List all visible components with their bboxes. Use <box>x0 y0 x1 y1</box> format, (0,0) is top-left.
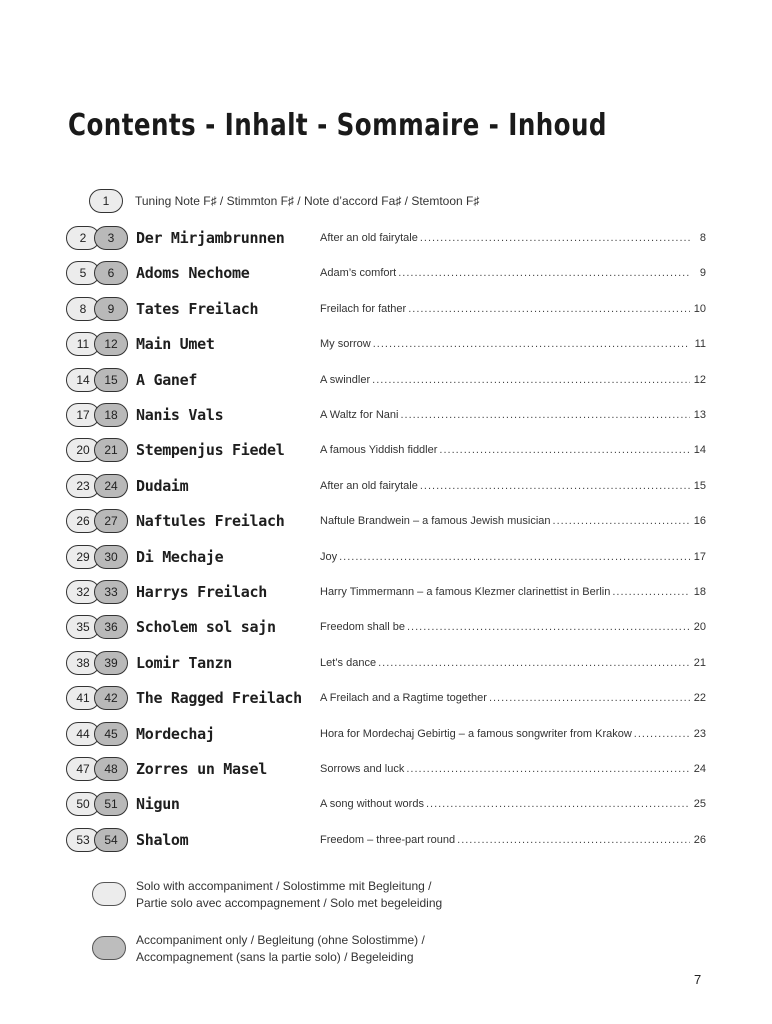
page-ref: 14 <box>693 444 706 456</box>
song-title: Nigun <box>136 795 180 813</box>
track-badges <box>66 474 128 498</box>
leader-dots <box>378 657 690 669</box>
toc-entry <box>66 756 706 782</box>
toc-entry <box>66 331 706 357</box>
legend-solo-line2: Partie solo avec accompagnement / Solo met begeleiding <box>136 896 443 910</box>
description-line <box>320 267 706 279</box>
page-ref: 11 <box>694 338 706 350</box>
song-description: Joy <box>320 551 338 563</box>
toc-entry <box>66 473 706 499</box>
solo-track-badge: 26 <box>66 509 100 533</box>
track-badges <box>66 297 128 321</box>
song-description: My sorrow <box>320 338 371 350</box>
accompaniment-track-badge: 33 <box>94 580 128 604</box>
legend-acc-line1: Accompaniment only / Begleitung (ohne Solostimme) / <box>136 933 425 947</box>
track-badges <box>66 651 128 675</box>
description-line <box>320 444 706 456</box>
leader-dots <box>372 374 690 386</box>
toc-entry <box>66 827 706 853</box>
solo-track-badge: 2 <box>66 226 100 250</box>
song-title: Shalom <box>136 831 189 849</box>
description-line <box>320 409 706 421</box>
accompaniment-track-badge: 12 <box>94 332 128 356</box>
description-line <box>320 551 706 563</box>
accompaniment-track-badge: 27 <box>94 509 128 533</box>
toc-entry <box>66 544 706 570</box>
song-title: Stempenjus Fiedel <box>136 441 285 459</box>
description-line <box>320 232 706 244</box>
song-description: A famous Yiddish fiddler <box>320 444 438 456</box>
song-description: A swindler <box>320 374 371 386</box>
song-description: After an old fairytale <box>320 232 418 244</box>
leader-dots <box>489 692 690 704</box>
toc-entry <box>66 367 706 393</box>
legend-acc-line2: Accompagnement (sans la partie solo) / Begeleiding <box>136 950 414 964</box>
leader-dots <box>420 480 690 492</box>
solo-track-badge: 38 <box>66 651 100 675</box>
leader-dots <box>408 303 690 315</box>
page-number: 7 <box>694 972 702 987</box>
toc-entry <box>66 402 706 428</box>
toc-entry <box>66 260 706 286</box>
accompaniment-track-badge: 24 <box>94 474 128 498</box>
track-badges <box>66 615 128 639</box>
leader-dots <box>406 763 690 775</box>
solo-track-badge: 23 <box>66 474 100 498</box>
description-line <box>320 834 706 846</box>
track-badges <box>66 368 128 392</box>
toc-entry <box>66 508 706 534</box>
song-description: Let’s dance <box>320 657 377 669</box>
song-description: A Waltz for Nani <box>320 409 399 421</box>
toc-entry <box>66 296 706 322</box>
description-line <box>320 798 706 810</box>
legend-solo <box>92 878 442 912</box>
track-badges <box>66 757 128 781</box>
description-line <box>320 515 706 527</box>
page-ref: 23 <box>693 728 706 740</box>
page-ref: 20 <box>693 621 706 633</box>
solo-track-badge: 32 <box>66 580 100 604</box>
description-line <box>320 480 706 492</box>
leader-dots <box>426 798 690 810</box>
page-ref: 25 <box>693 798 706 810</box>
accompaniment-track-badge: 21 <box>94 438 128 462</box>
song-description: Hora for Mordechaj Gebirtig – a famous songwriter from Krakow <box>320 728 632 740</box>
track-badges <box>66 686 128 710</box>
song-description: Freedom – three-part round <box>320 834 456 846</box>
solo-track-badge: 20 <box>66 438 100 462</box>
song-title: Scholem sol sajn <box>136 618 276 636</box>
solo-track-badge: 41 <box>66 686 100 710</box>
description-line <box>320 692 706 704</box>
solo-track-badge: 5 <box>66 261 100 285</box>
song-title: Dudaim <box>136 477 189 495</box>
page-ref: 21 <box>693 657 706 669</box>
song-description: Naftule Brandwein – a famous Jewish musician <box>320 515 551 527</box>
page-ref: 9 <box>699 267 706 279</box>
description-line <box>320 621 706 633</box>
leader-dots <box>634 728 690 740</box>
description-line <box>320 586 706 598</box>
accompaniment-track-badge: 39 <box>94 651 128 675</box>
leader-dots <box>373 338 690 350</box>
leader-dots <box>407 621 690 633</box>
tuning-note-entry <box>89 188 479 214</box>
description-line <box>320 374 706 386</box>
accompaniment-track-badge: 15 <box>94 368 128 392</box>
song-title: Lomir Tanzn <box>136 654 233 672</box>
track-badges <box>66 403 128 427</box>
solo-track-badge: 44 <box>66 722 100 746</box>
description-line <box>320 338 706 350</box>
page-ref: 17 <box>693 551 706 563</box>
song-description: After an old fairytale <box>320 480 418 492</box>
track-badges <box>66 332 128 356</box>
toc-entry <box>66 225 706 251</box>
song-title: Di Mechaje <box>136 548 224 566</box>
solo-track-badge: 35 <box>66 615 100 639</box>
song-title: Adoms Nechome <box>136 264 250 282</box>
page-ref: 18 <box>693 586 706 598</box>
track-badges <box>66 722 128 746</box>
accompaniment-track-badge: 3 <box>94 226 128 250</box>
accompaniment-track-badge: 54 <box>94 828 128 852</box>
solo-track-badge: 29 <box>66 545 100 569</box>
song-description: Adam’s comfort <box>320 267 397 279</box>
accompaniment-track-badge: 9 <box>94 297 128 321</box>
accompaniment-track-badge: 36 <box>94 615 128 639</box>
song-title: Mordechaj <box>136 725 215 743</box>
page-ref: 24 <box>693 763 706 775</box>
song-description: A Freilach and a Ragtime together <box>320 692 487 704</box>
page-ref: 13 <box>693 409 706 421</box>
song-description: Harry Timmermann – a famous Klezmer clarinettist in Berlin <box>320 586 611 598</box>
page-ref: 8 <box>699 232 706 244</box>
track-badges <box>66 828 128 852</box>
song-description: Freedom shall be <box>320 621 405 633</box>
leader-dots <box>398 267 690 279</box>
solo-track-badge: 14 <box>66 368 100 392</box>
leader-dots <box>400 409 690 421</box>
leader-dots <box>420 232 690 244</box>
accompaniment-badge-icon <box>92 936 126 960</box>
toc-entry <box>66 437 706 463</box>
legend-accompaniment <box>92 932 425 966</box>
accompaniment-track-badge: 45 <box>94 722 128 746</box>
solo-track-badge: 50 <box>66 792 100 816</box>
toc-entry <box>66 579 706 605</box>
description-line <box>320 763 706 775</box>
leader-dots <box>439 444 690 456</box>
song-title: Harrys Freilach <box>136 583 267 601</box>
accompaniment-track-badge: 51 <box>94 792 128 816</box>
song-title: Der Mirjambrunnen <box>136 229 285 247</box>
accompaniment-track-badge: 6 <box>94 261 128 285</box>
description-line <box>320 728 706 740</box>
page-title: Contents - Inhalt - Sommaire - Inhoud <box>68 108 607 143</box>
solo-track-badge: 53 <box>66 828 100 852</box>
page-ref: 15 <box>693 480 706 492</box>
leader-dots <box>612 586 690 598</box>
page-ref: 22 <box>693 692 706 704</box>
page-ref: 16 <box>693 515 706 527</box>
track-badges <box>66 226 128 250</box>
leader-dots <box>553 515 690 527</box>
accompaniment-track-badge: 18 <box>94 403 128 427</box>
leader-dots <box>457 834 690 846</box>
tuning-track-badge: 1 <box>89 189 123 213</box>
track-badges <box>66 545 128 569</box>
song-title: Naftules Freilach <box>136 512 285 530</box>
page-ref: 10 <box>693 303 706 315</box>
song-title: The Ragged Freilach <box>136 689 302 707</box>
song-title: Nanis Vals <box>136 406 224 424</box>
leader-dots <box>339 551 690 563</box>
legend-solo-line1: Solo with accompaniment / Solostimme mit Begleitung / <box>136 879 432 893</box>
song-description: Sorrows and luck <box>320 763 405 775</box>
tuning-note-text: Tuning Note F♯ / Stimmton F♯ / Note d’accord Fa♯ / Stemtoon F♯ <box>135 194 480 208</box>
solo-track-badge: 47 <box>66 757 100 781</box>
accompaniment-track-badge: 48 <box>94 757 128 781</box>
song-title: Main Umet <box>136 335 215 353</box>
song-description: A song without words <box>320 798 424 810</box>
track-badges <box>66 438 128 462</box>
song-description: Freilach for father <box>320 303 407 315</box>
description-line <box>320 303 706 315</box>
page-ref: 12 <box>693 374 706 386</box>
solo-badge-icon <box>92 882 126 906</box>
toc-entry <box>66 614 706 640</box>
track-badges <box>66 792 128 816</box>
accompaniment-track-badge: 30 <box>94 545 128 569</box>
track-badges <box>66 509 128 533</box>
solo-track-badge: 17 <box>66 403 100 427</box>
toc-entry <box>66 791 706 817</box>
accompaniment-track-badge: 42 <box>94 686 128 710</box>
track-badges <box>66 580 128 604</box>
description-line <box>320 657 706 669</box>
song-title: Tates Freilach <box>136 300 259 318</box>
solo-track-badge: 8 <box>66 297 100 321</box>
toc-entry <box>66 650 706 676</box>
page-ref: 26 <box>693 834 706 846</box>
song-title: A Ganef <box>136 371 198 389</box>
track-badges <box>66 261 128 285</box>
toc-entry <box>66 685 706 711</box>
toc-entry <box>66 721 706 747</box>
song-title: Zorres un Masel <box>136 760 267 778</box>
solo-track-badge: 11 <box>66 332 100 356</box>
